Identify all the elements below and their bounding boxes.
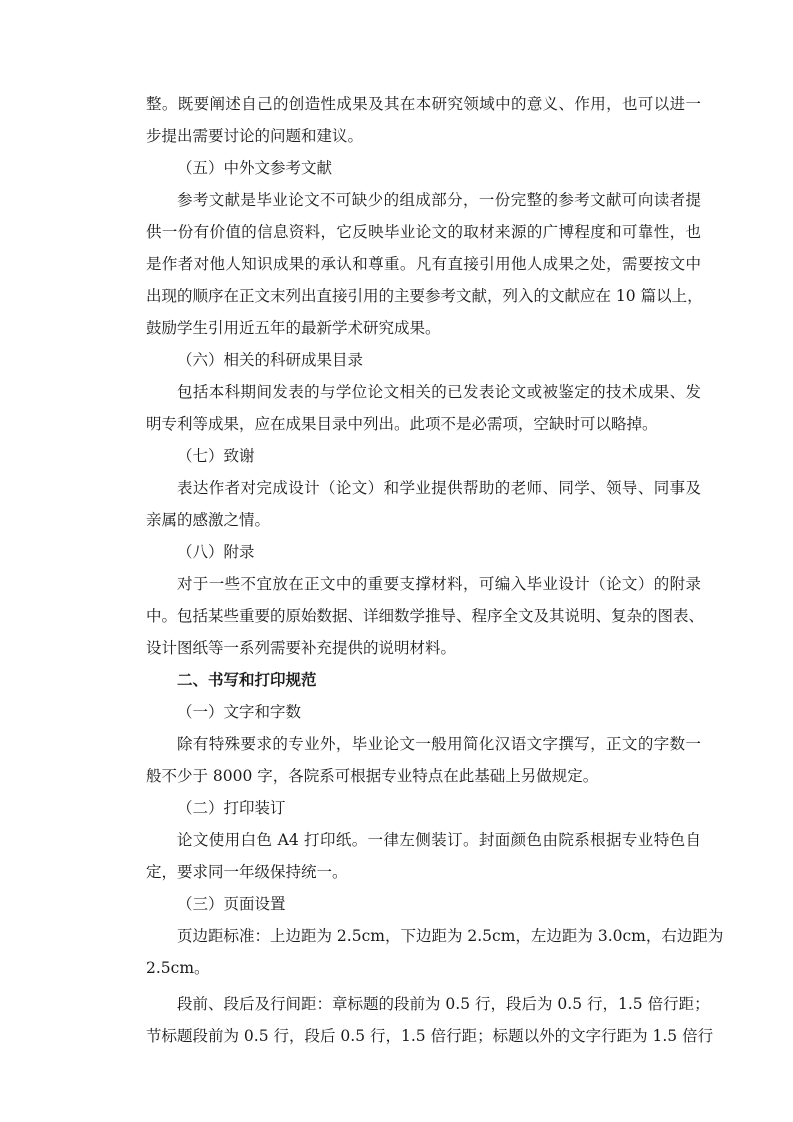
subsection-heading: （六）相关的科研成果目录 xyxy=(177,351,364,369)
body-text-line: 节标题段前为 0.5 行，段后 0.5 行，1.5 倍行距；标题以外的文字行距为 1.5 倍行 xyxy=(146,1027,714,1045)
body-text-line: 中。包括某些重要的原始数据、详细数学推导、程序全文及其说明、复杂的图表、 xyxy=(146,607,705,625)
body-text-line: 明专利等成果，应在成果目录中列出。此项不是必需项，空缺时可以略掉。 xyxy=(146,415,658,433)
subsection-heading: （三）页面设置 xyxy=(177,895,286,913)
paragraph-first-line: 论文使用白色 A4 打印纸。一律左侧装订。封面颜色由院系根据专业特色自 xyxy=(177,831,701,849)
body-text-line: 供一份有价值的信息资料，它反映毕业论文的取材来源的广博程度和可靠性，也 xyxy=(146,223,701,241)
paragraph-first-line: 参考文献是毕业论文不可缺少的组成部分，一份完整的参考文献可向读者提 xyxy=(177,191,701,209)
paragraph-first-line: 表达作者对完成设计（论文）和学业提供帮助的老师、同学、领导、同事及 xyxy=(177,479,701,497)
body-text-line: 步提出需要讨论的问题和建议。 xyxy=(146,127,364,145)
body-text-line: 亲属的感激之情。 xyxy=(146,511,271,529)
body-text-line: 出现的顺序在正文末列出直接引用的主要参考文献，列入的文献应在 10 篇以上， xyxy=(146,287,703,305)
paragraph-first-line: 对于一些不宜放在正文中的重要支撑材料，可编入毕业设计（论文）的附录 xyxy=(177,575,701,593)
document-body xyxy=(146,88,724,1052)
body-text-line: 般不少于 8000 字，各院系可根据专业特点在此基础上另做规定。 xyxy=(146,767,599,785)
paragraph-first-line: 页边距标准：上边距为 2.5cm，下边距为 2.5cm，左边距为 3.0cm，右边距为 xyxy=(177,927,724,945)
subsection-heading: （一）文字和字数 xyxy=(177,703,302,721)
body-text-line: 定，要求同一年级保持统一。 xyxy=(146,863,348,881)
paragraph-first-line: 除有特殊要求的专业外，毕业论文一般用简化汉语文字撰写，正文的字数一 xyxy=(177,735,701,753)
paragraph-first-line: 包括本科期间发表的与学位论文相关的已发表论文或被鉴定的技术成果、发 xyxy=(177,383,701,401)
body-text-line: 鼓励学生引用近五年的最新学术研究成果。 xyxy=(146,319,441,337)
subsection-heading: （八）附录 xyxy=(177,543,255,561)
subsection-heading: （五）中外文参考文献 xyxy=(177,159,333,177)
body-text-line: 整。既要阐述自己的创造性成果及其在本研究领域中的意义、作用，也可以进一 xyxy=(146,95,701,113)
paragraph-first-line: 段前、段后及行间距：章标题的段前为 0.5 行，段后为 0.5 行，1.5 倍行距； xyxy=(177,995,710,1013)
section-heading: 二、书写和打印规范 xyxy=(177,671,317,689)
body-text-line: 是作者对他人知识成果的承认和尊重。凡有直接引用他人成果之处，需要按文中 xyxy=(146,255,701,273)
subsection-heading: （七）致谢 xyxy=(177,447,255,465)
body-text-line: 设计图纸等一系列需要补充提供的说明材料。 xyxy=(146,639,457,657)
body-text-line: 2.5cm。 xyxy=(146,959,210,977)
subsection-heading: （二）打印装订 xyxy=(177,799,286,817)
